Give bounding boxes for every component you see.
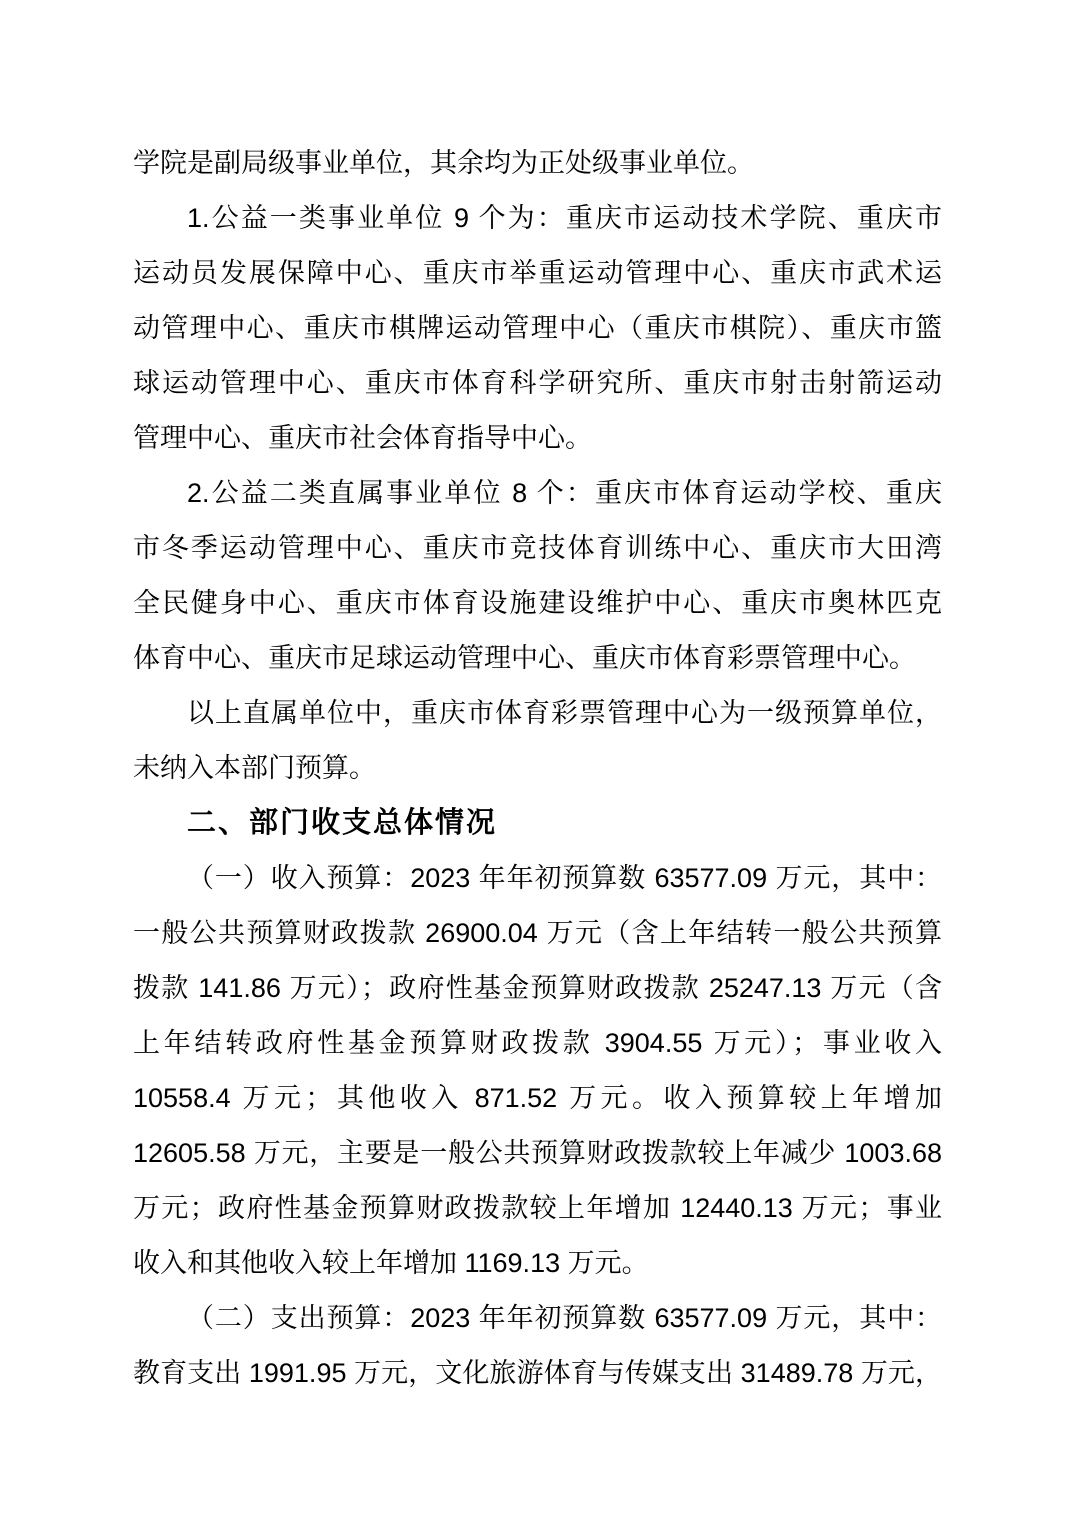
paragraph-income-budget (133, 851, 942, 1291)
text-line: 未纳入本部门预算。 (133, 753, 376, 783)
paragraph-budget-unit-note (133, 686, 942, 796)
text-line: 万元；政府性基金预算财政拨款较上年增加 12440.13 万元；事业 (133, 1193, 942, 1223)
text-line: 12605.58 万元，主要是一般公共预算财政拨款较上年减少 1003.68 (133, 1138, 942, 1168)
text-line: （一）收入预算：2023 年年初预算数 63577.09 万元，其中： (187, 863, 942, 893)
paragraph-public-welfare-category-1 (133, 191, 942, 466)
text-line: 拨款 141.86 万元）；政府性基金预算财政拨款 25247.13 万元（含 (133, 973, 942, 1003)
text-line: 收入和其他收入较上年增加 1169.13 万元。 (133, 1248, 649, 1278)
text-line: 体育中心、重庆市足球运动管理中心、重庆市体育彩票管理中心。 (133, 643, 916, 673)
text-line: 球运动管理中心、重庆市体育科学研究所、重庆市射击射箭运动 (133, 368, 942, 398)
text-line: 一般公共预算财政拨款 26900.04 万元（含上年结转一般公共预算 (133, 918, 942, 948)
paragraph-continued (133, 136, 942, 191)
text-line: 以上直属单位中，重庆市体育彩票管理中心为一级预算单位， (187, 698, 942, 728)
document-content (133, 136, 942, 1401)
text-line: 2.公益二类直属事业单位 8 个：重庆市体育运动学校、重庆 (187, 478, 942, 508)
paragraph-expenditure-budget (133, 1291, 942, 1401)
text-line: 学院是副局级事业单位，其余均为正处级事业单位。 (133, 148, 754, 178)
text-line: （二）支出预算：2023 年年初预算数 63577.09 万元，其中： (187, 1303, 942, 1333)
text-line: 上年结转政府性基金预算财政拨款 3904.55 万元）；事业收入 (133, 1028, 942, 1058)
text-line: 市冬季运动管理中心、重庆市竞技体育训练中心、重庆市大田湾 (133, 533, 942, 563)
text-line: 动管理中心、重庆市棋牌运动管理中心（重庆市棋院）、重庆市篮 (133, 313, 942, 343)
text-line: 1.公益一类事业单位 9 个为：重庆市运动技术学院、重庆市 (187, 203, 942, 233)
text-line: 管理中心、重庆市社会体育指导中心。 (133, 423, 592, 453)
text-line: 教育支出 1991.95 万元，文化旅游体育与传媒支出 31489.78 万元， (133, 1358, 942, 1388)
text-line: 10558.4 万元；其他收入 871.52 万元。收入预算较上年增加 (133, 1083, 942, 1113)
text-line: 运动员发展保障中心、重庆市举重运动管理中心、重庆市武术运 (133, 258, 942, 288)
paragraph-public-welfare-category-2 (133, 466, 942, 686)
section-heading-text: 二、部门收支总体情况 (187, 807, 498, 839)
section-heading-overall-budget (133, 796, 942, 851)
text-line: 全民健身中心、重庆市体育设施建设维护中心、重庆市奥林匹克 (133, 588, 942, 618)
